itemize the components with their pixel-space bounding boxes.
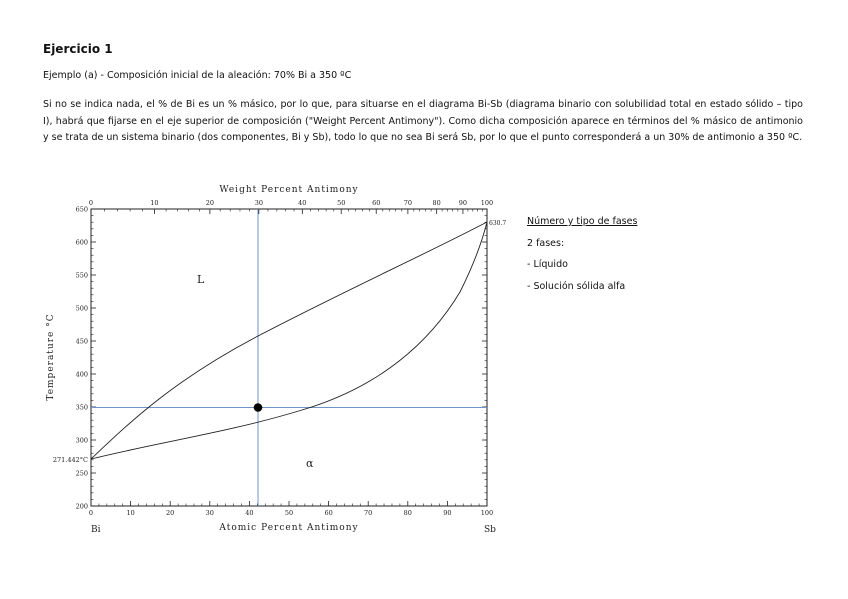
y-tick-label: 500 [75, 304, 88, 313]
x-top-tick-label: 100 [480, 199, 494, 207]
x-top-tick-label: 0 [88, 199, 94, 207]
y-tick-label: 200 [75, 502, 88, 511]
y-tick-label: 450 [75, 337, 88, 346]
sb-element-label: Sb [484, 525, 496, 535]
y-tick-label: 550 [75, 271, 88, 280]
bi-element-label: Bi [91, 525, 101, 535]
y-tick-label: 300 [75, 436, 88, 445]
y-tick-label: 400 [75, 370, 88, 379]
x-bottom-tick-label: 40 [245, 509, 254, 517]
x-top-tick-label: 40 [298, 199, 307, 207]
phase-item-liquid: - Líquido [527, 259, 568, 270]
phases-heading: Número y tipo de fases [527, 216, 638, 227]
solidus-curve [91, 222, 487, 459]
x-bottom-tick-label: 70 [364, 509, 373, 517]
explanation-paragraph: Si no se indica nada, el % de Bi es un % másico, por lo que, para situarse en el diagrama Bi-Sb (diagrama binario con solubilidad total en estado sólido – tipo I), habrá que fijarse en el eje superior de composición ("Weight Percent Antimony"). Como dicha composición aparece en términos del % másico de antimonio y se trata de un sistema binario (dos componentes, Bi y Sb), todo lo que no sea Bi será Sb, por lo que el punto corresponderá a un 30% de antimonio a 350 ºC. [43, 99, 803, 143]
x-top-tick-label: 20 [205, 199, 215, 207]
plot-frame [91, 209, 487, 506]
x-bottom-tick-label: 100 [480, 509, 494, 517]
alloy-point [254, 403, 263, 412]
x-bottom-tick-label: 80 [403, 509, 412, 517]
x-bottom-tick-label: 30 [205, 509, 214, 517]
phases-count: 2 fases: [527, 237, 565, 249]
bi-sb-phase-diagram [40, 182, 510, 540]
bi-melting-point-label: 271.442°C [52, 456, 88, 464]
x-bottom-tick-label: 0 [88, 509, 94, 517]
x-bottom-tick-label: 90 [443, 509, 452, 517]
y-axis-label: Temperature °C [46, 313, 56, 401]
liquidus-curve [91, 222, 487, 459]
solid-region-label: α [306, 457, 314, 470]
y-tick-label: 600 [75, 238, 88, 247]
axis-ticks [76, 199, 494, 517]
phases-panel [527, 211, 637, 297]
bottom-axis-label: Atomic Percent Antimony [219, 523, 359, 533]
x-bottom-tick-label: 50 [284, 509, 294, 517]
x-top-tick-label: 60 [372, 199, 381, 207]
x-top-tick-label: 80 [432, 199, 441, 207]
phase-item-solid-solution: - Solución sólida alfa [527, 280, 626, 292]
x-top-tick-label: 90 [458, 199, 468, 207]
x-bottom-tick-label: 60 [324, 509, 333, 517]
x-bottom-tick-label: 10 [126, 509, 135, 517]
x-top-tick-label: 10 [150, 199, 159, 207]
top-axis-label: Weight Percent Antimony [219, 185, 359, 195]
exercise-title: Ejercicio 1 [43, 42, 113, 56]
x-top-tick-label: 30 [254, 199, 263, 207]
x-top-tick-label: 70 [403, 199, 413, 207]
y-tick-label: 350 [75, 403, 88, 412]
sb-melting-point-label: 630.7 [489, 220, 507, 227]
x-bottom-tick-label: 20 [166, 509, 175, 517]
y-tick-label: 250 [75, 469, 88, 478]
y-tick-label: 650 [75, 205, 88, 214]
x-top-tick-label: 50 [337, 199, 346, 207]
liquid-region-label: L [197, 273, 205, 286]
example-statement: Ejemplo (a) - Composición inicial de la aleación: 70% Bi a 350 ºC [43, 70, 352, 81]
